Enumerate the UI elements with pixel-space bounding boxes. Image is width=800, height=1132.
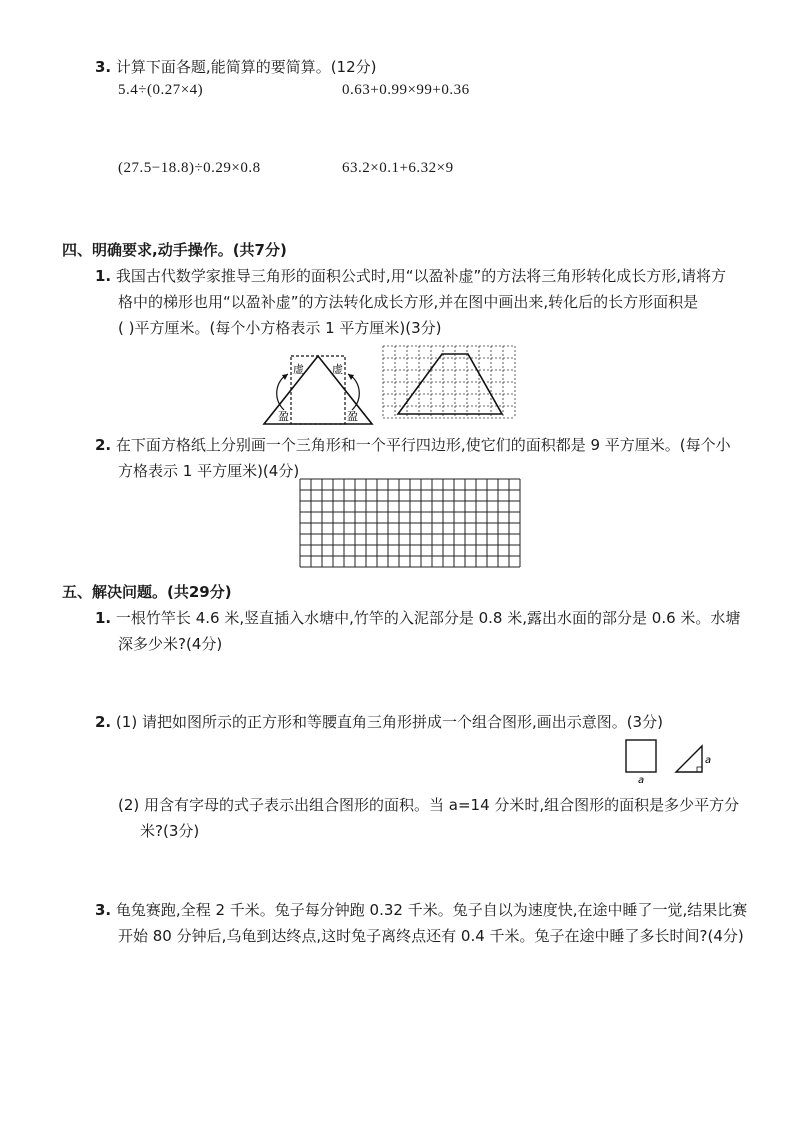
- q3-expression-3: (27.5−18.8)÷0.29×0.8: [118, 160, 261, 176]
- s4-q1-line1: [95, 265, 726, 287]
- trapezoid-grid: [382, 342, 516, 422]
- triangle-transform-figure: [258, 352, 378, 430]
- triangle-side-label: a: [705, 755, 712, 766]
- s4-q1-line2: 格中的梯形也用“以盈补虚”的方法转化成长方形,并在图中画出来,转化后的长方形面积是: [118, 293, 699, 311]
- s5-q2-sub2-line1: (2) 用含有字母的式子表示出组合图形的面积。当 a=14 分米时,组合图形的面积是多少平方分: [118, 796, 740, 814]
- section-4-title: 四、明确要求,动手操作。(共7分): [62, 241, 287, 259]
- s5-q1-text-1: 一根竹竿长 4.6 米,竖直插入水塘中,竹竿的入泥部分是 0.8 米,露出水面的部分是 0.6 米。水塘: [115, 609, 741, 627]
- s4-q2-line2: 方格表示 1 平方厘米)(4分): [118, 462, 300, 480]
- label-xu-left: 虚: [293, 363, 304, 376]
- s5-q3-number: 3.: [95, 901, 112, 919]
- s4-q1-text-1: 我国古代数学家推导三角形的面积公式时,用“以盈补虚”的方法将三角形转化成长方形,请将方: [115, 267, 727, 285]
- s5-q2-sub1: [95, 711, 663, 733]
- q3-expression-1: 5.4÷(0.27×4): [118, 82, 204, 98]
- q3-expression-4: 63.2×0.1+6.32×9: [342, 160, 454, 176]
- s5-q3-text-1: 龟兔赛跑,全程 2 千米。兔子每分钟跑 0.32 千米。兔子自以为速度快,在途中睡了一觉,结果比赛: [115, 901, 748, 919]
- s4-q1-line3: ( )平方厘米。(每个小方格表示 1 平方厘米)(3分): [118, 319, 442, 337]
- s5-q3-line2: 开始 80 分钟后,乌龟到达终点,这时兔子离终点还有 0.4 千米。兔子在途中睡了多长时间?(4分): [118, 927, 744, 945]
- label-ying-right: 盈: [347, 410, 358, 423]
- square-triangle-figure: [622, 738, 718, 786]
- s5-q3-line1: [95, 899, 747, 921]
- s4-q2-text-1: 在下面方格纸上分别画一个三角形和一个平行四边形,使它们的面积都是 9 平方厘米。(每个小: [115, 436, 731, 454]
- grid-paper[interactable]: [299, 478, 521, 570]
- s4-q1-number: 1.: [95, 267, 112, 285]
- s5-q1-line1: [95, 607, 740, 629]
- s4-q2-number: 2.: [95, 436, 112, 454]
- q3-heading: [95, 56, 376, 78]
- q3-expression-2: 0.63+0.99×99+0.36: [342, 82, 470, 98]
- s5-q2-sub2-line2: 米?(3分): [140, 822, 200, 840]
- s5-q2-number: 2.: [95, 713, 112, 731]
- square-shape: [626, 740, 656, 772]
- square-side-label: a: [638, 775, 645, 786]
- label-xu-right: 虚: [332, 363, 343, 376]
- s5-q2-sub1-text: (1) 请把如图所示的正方形和等腰直角三角形拼成一个组合图形,画出示意图。(3分): [115, 713, 663, 731]
- s5-q1-line2: 深多少米?(4分): [118, 635, 223, 653]
- q3-number: 3.: [95, 58, 112, 76]
- section-5-title: 五、解决问题。(共29分): [62, 583, 232, 601]
- label-ying-left: 盈: [278, 410, 289, 423]
- s4-q2-line1: [95, 434, 731, 456]
- s5-q1-number: 1.: [95, 609, 112, 627]
- q3-instruction: 计算下面各题,能简算的要简算。(12分): [115, 58, 377, 76]
- right-triangle-shape: [676, 746, 702, 772]
